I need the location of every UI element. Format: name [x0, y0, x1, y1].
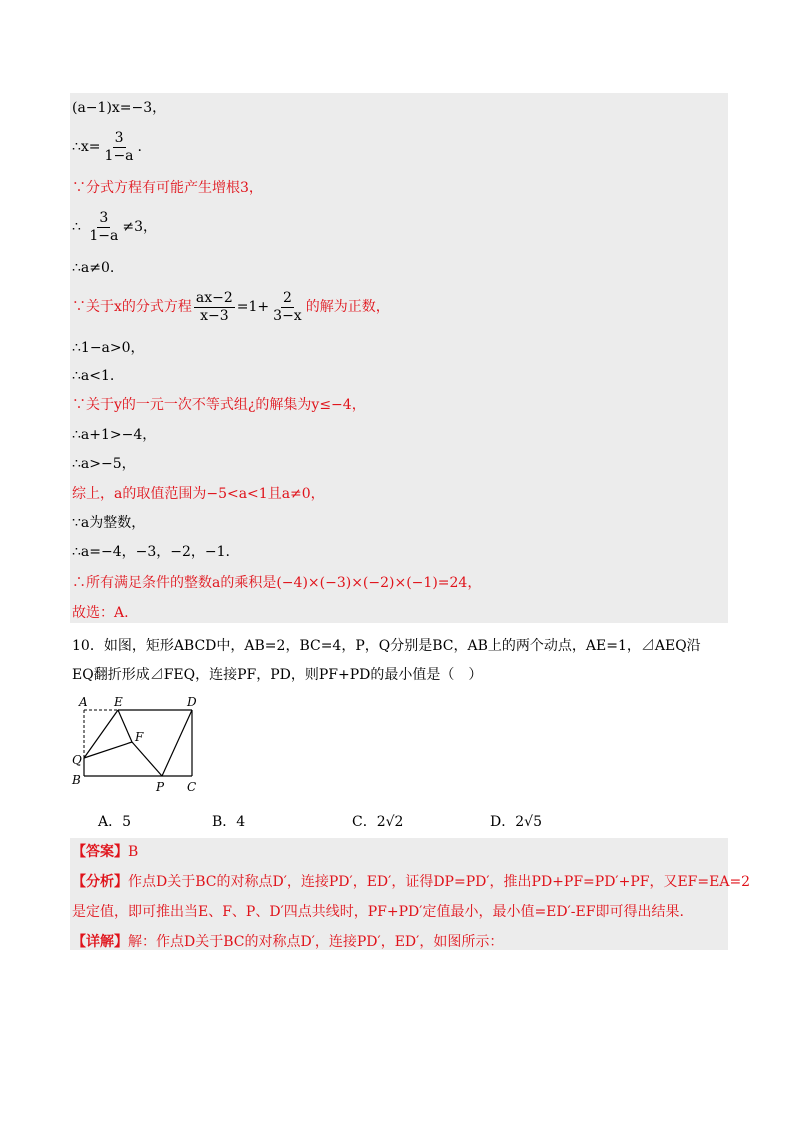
solution-line-2 — [72, 126, 142, 168]
analysis-text: 作点D关于BC的对称点D′，连接PD′，ED′，证得DP=PD′，推出PD+PF=PD′+PF，又EF=EA=2 — [128, 874, 751, 890]
solution-line-3: ∵分式方程有可能产生增根3， — [72, 180, 263, 196]
analysis-line-1 — [72, 872, 750, 892]
solution-line-11: ∴a>−5， — [72, 456, 136, 472]
solution-line-5: ∴a≠0. — [72, 260, 115, 276]
solution-line-1: (a−1)x=−3， — [72, 100, 167, 116]
detail-line — [72, 932, 503, 952]
option-value: 4 — [236, 814, 246, 830]
fraction — [103, 130, 136, 165]
analysis-line-2: 是定值，即可推出当E、F、P、D′四点共线时，PF+PD′定值最小，最小值=ED′-EF即可得出结果. — [72, 904, 684, 920]
question-line-2: EQ翻折形成⊿FEQ，连接PF，PD，则PF+PD的最小值是（ ） — [72, 667, 483, 683]
text: ∴ — [72, 219, 86, 235]
answer-line — [72, 842, 138, 862]
answer-value: B — [128, 844, 139, 860]
detail-tag: 【详解】 — [72, 934, 128, 950]
option-letter: D． — [490, 814, 516, 830]
solution-line-8: ∴a<1. — [72, 368, 115, 384]
segment-EQ — [84, 710, 118, 758]
option-letter: A． — [98, 814, 123, 830]
label-A: A — [79, 695, 88, 709]
label-E: E — [114, 695, 123, 709]
solution-line-6 — [72, 286, 390, 328]
fraction — [271, 290, 304, 325]
label-C: C — [187, 780, 197, 794]
solution-line-13: ∵a为整数， — [72, 515, 146, 531]
solution-line-16: 故选：A. — [72, 605, 129, 621]
label-B: B — [72, 773, 81, 787]
solution-line-9: ∵关于y的一元一次不等式组¿的解集为y≤−4， — [72, 397, 366, 413]
text: =1+ — [236, 299, 270, 315]
label-F: F — [135, 730, 144, 744]
detail-text: 解：作点D关于BC的对称点D′，连接PD′，ED′，如图所示： — [128, 934, 504, 950]
denominator: x−3 — [200, 307, 229, 324]
denominator: 1−a — [104, 147, 134, 164]
segment-EF — [118, 710, 132, 742]
solution-line-7: ∴1−a>0， — [72, 340, 145, 356]
segment-PD — [162, 710, 192, 776]
option-c[interactable] — [352, 811, 403, 831]
option-d[interactable] — [490, 811, 542, 831]
text: . — [137, 139, 142, 155]
label-P: P — [156, 780, 165, 794]
option-letter: B． — [212, 814, 237, 830]
solution-line-14: ∴a=−4，−3，−2，−1. — [72, 544, 230, 560]
text: ≠3， — [122, 219, 157, 235]
segment-QF — [84, 742, 132, 758]
option-value: 2√2 — [376, 814, 404, 830]
option-a[interactable] — [98, 811, 131, 831]
numerator: 3 — [114, 129, 124, 146]
rectangle-figure — [66, 694, 206, 798]
fraction — [194, 290, 235, 325]
denominator: 1−a — [89, 227, 119, 244]
solution-line-15: ∴所有满足条件的整数a的乘积是(−4)×(−3)×(−2)×(−1)=24， — [72, 575, 482, 591]
text: 的解为正数， — [305, 299, 390, 315]
option-b[interactable] — [212, 811, 245, 831]
fraction — [87, 210, 120, 245]
segment-FP — [132, 742, 162, 776]
option-letter: C． — [352, 814, 377, 830]
solution-line-4 — [72, 206, 157, 248]
solution-line-12: 综上，a的取值范围为−5<a<1且a≠0， — [72, 486, 325, 502]
label-Q: Q — [72, 753, 82, 767]
option-value: 2√5 — [515, 814, 542, 830]
option-value: 5 — [122, 814, 132, 830]
denominator: 3−x — [273, 307, 302, 324]
label-D: D — [187, 695, 197, 709]
answer-tag: 【答案】 — [72, 844, 128, 860]
numerator: 2 — [282, 289, 292, 306]
numerator: 3 — [99, 209, 109, 226]
solution-line-10: ∴a+1>−4， — [72, 427, 157, 443]
question-line-1: 10．如图，矩形ABCD中，AB=2，BC=4，P，Q分别是BC，AB上的两个动点，AE=1，⊿AEQ沿 — [72, 638, 701, 654]
text: ∵关于x的分式方程 — [72, 299, 192, 315]
numerator: ax−2 — [195, 289, 233, 306]
analysis-tag: 【分析】 — [72, 874, 128, 890]
text: ∴x= — [72, 139, 101, 155]
